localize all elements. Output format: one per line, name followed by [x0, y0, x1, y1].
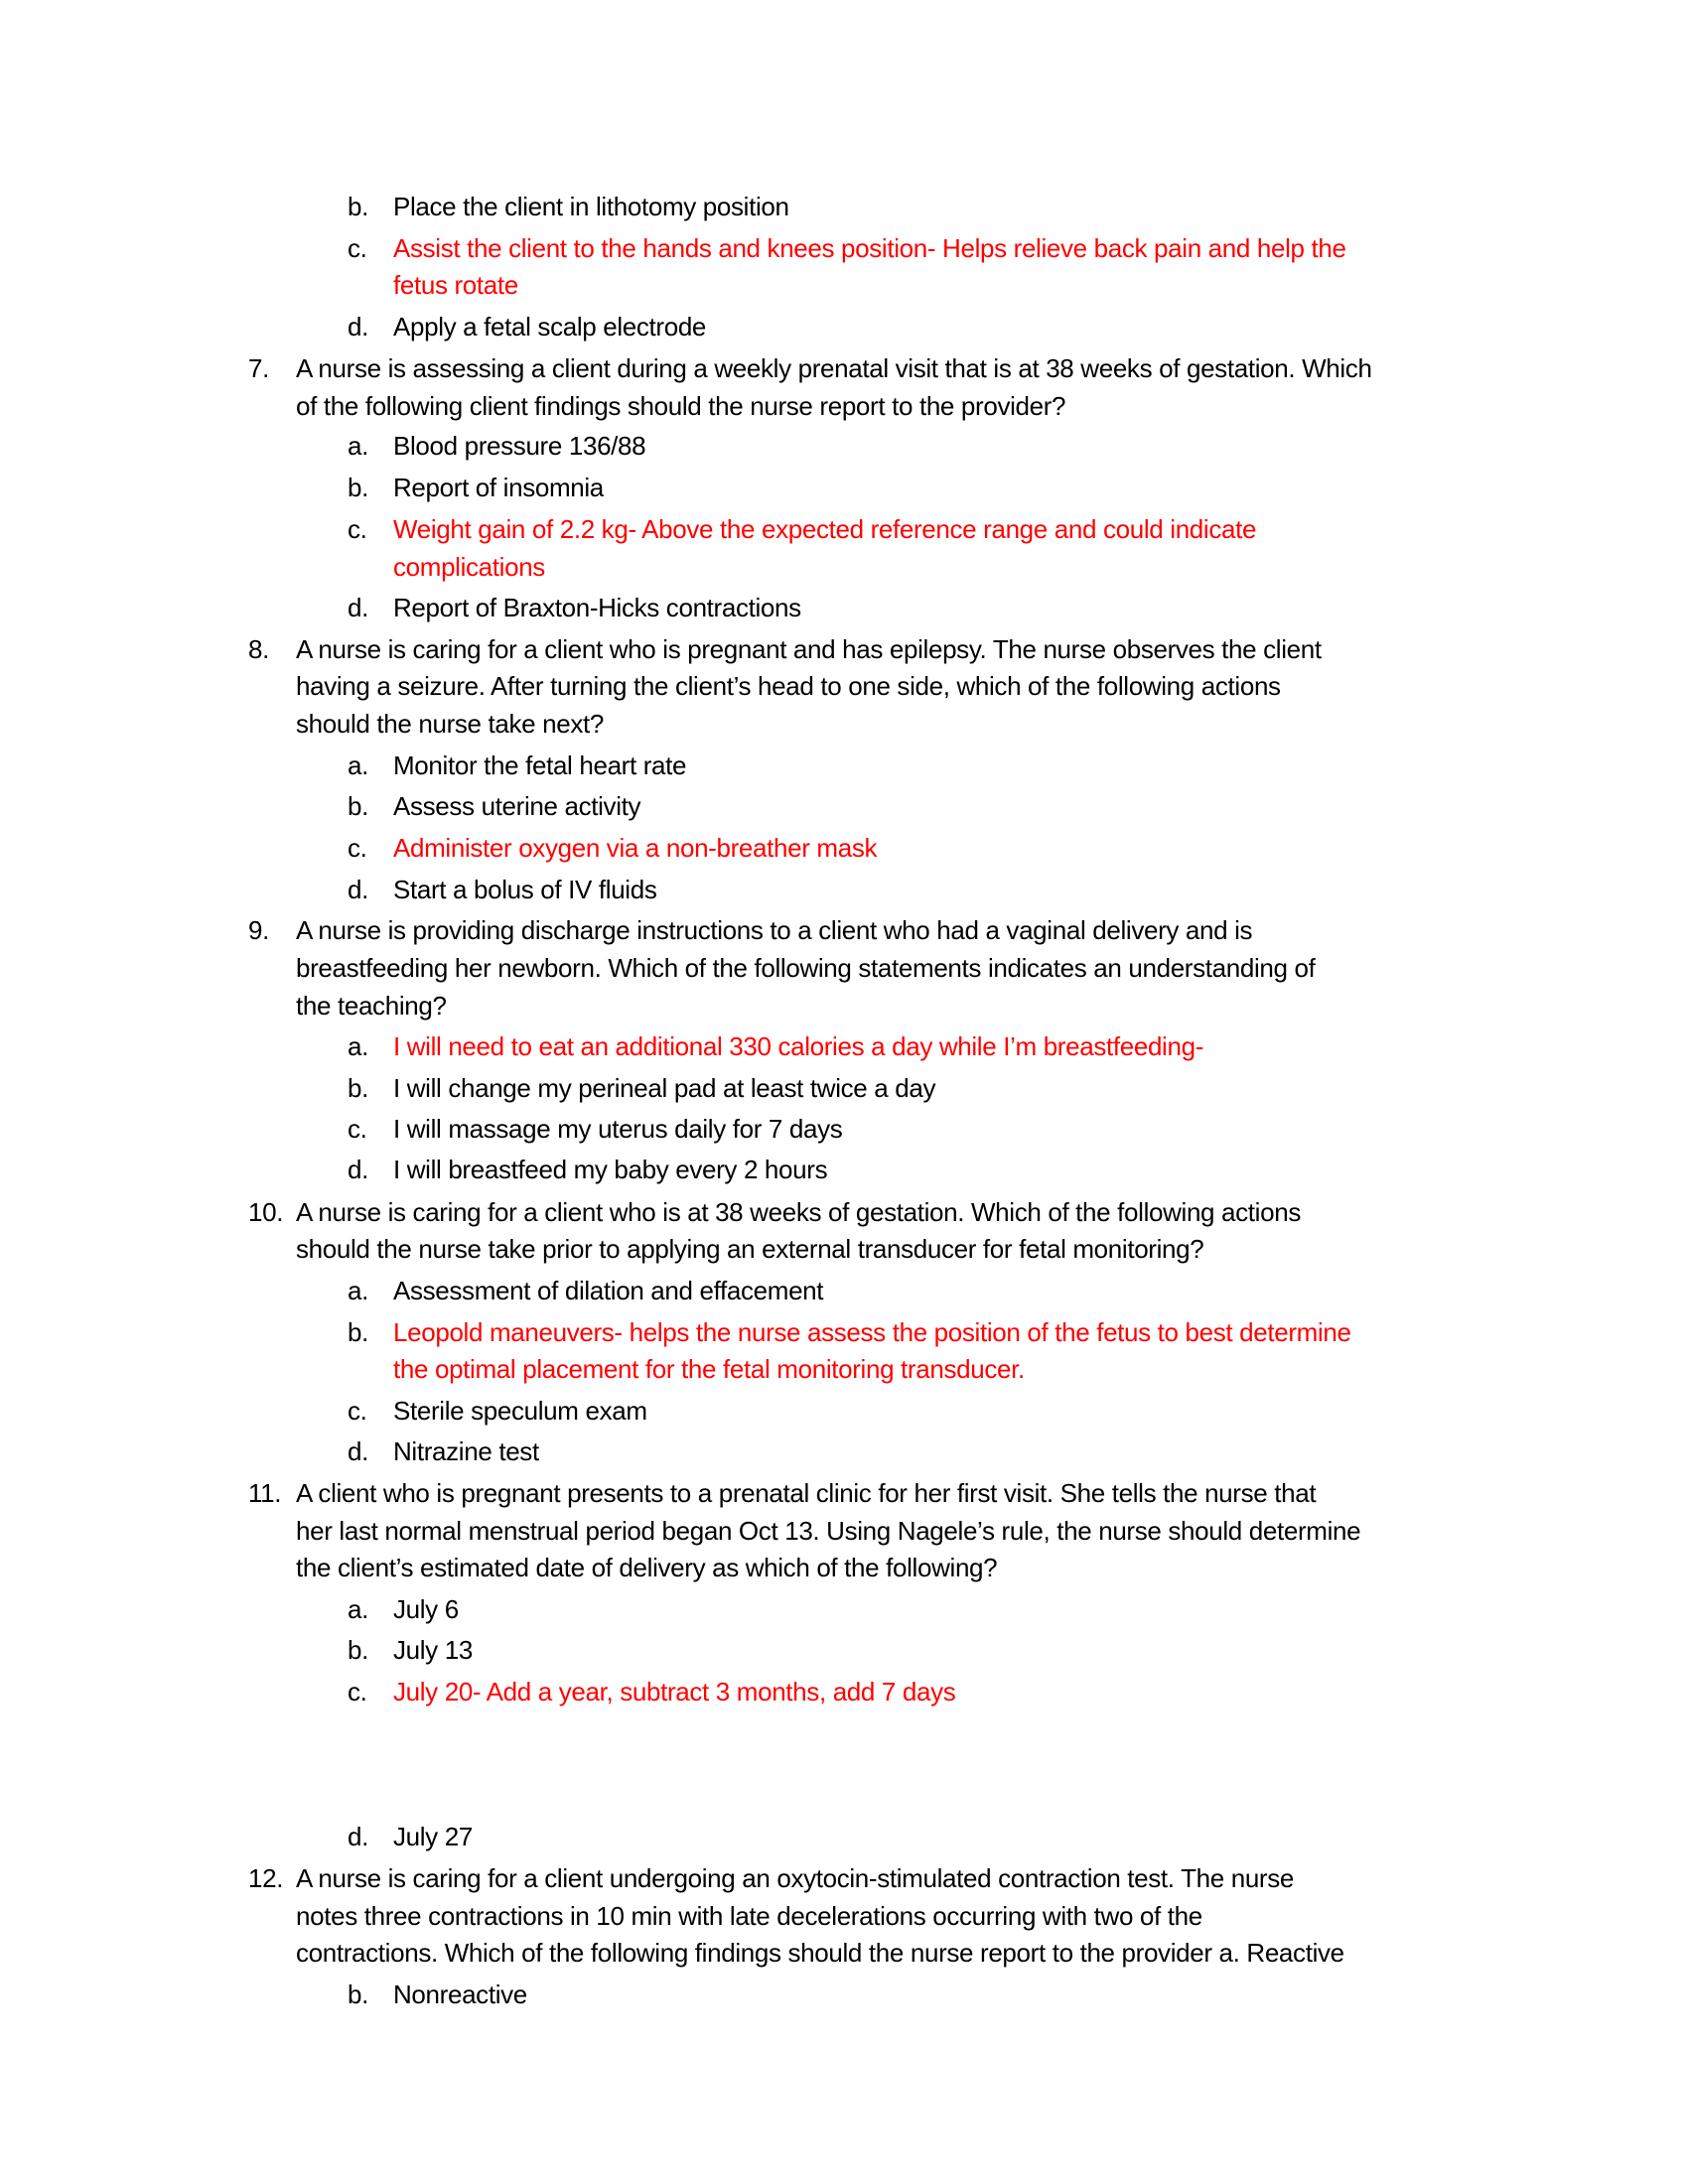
option-letter: c. [348, 1677, 367, 1706]
question-stem: A client who is pregnant presents to a prenatal clinic for her first visit. She tells the nurse that [296, 1478, 1317, 1508]
correct-answer-text: fetus rotate [393, 270, 518, 300]
option-letter: a. [348, 1031, 368, 1061]
option-letter: b. [348, 791, 368, 821]
option-letter: a. [348, 1594, 368, 1624]
option-text: Report of Braxton-Hicks contractions [393, 593, 801, 622]
question-stem: notes three contractions in 10 min with late decelerations occurring with two of the [296, 1901, 1202, 1931]
question-number: 10. [248, 1197, 284, 1227]
option-text: Assessment of dilation and effacement [393, 1276, 824, 1305]
option-text: Nonreactive [393, 1979, 527, 2009]
option-letter: d. [348, 1436, 368, 1466]
option-letter: b. [348, 1317, 368, 1347]
question-stem: of the following client findings should the nurse report to the provider? [296, 391, 1066, 421]
option-letter: a. [348, 1276, 368, 1305]
option-text: Report of insomnia [393, 473, 604, 502]
correct-answer-text: Assist the client to the hands and knees position- Helps relieve back pain and help the [393, 233, 1346, 263]
option-text: July 13 [393, 1635, 473, 1665]
correct-answer-text: I will need to eat an additional 330 calories a day while I’m breastfeeding- [393, 1031, 1204, 1061]
option-text: Blood pressure 136/88 [393, 431, 646, 461]
question-stem: her last normal menstrual period began Oct 13. Using Nagele’s rule, the nurse should determine [296, 1516, 1361, 1546]
question-stem: breastfeeding her newborn. Which of the following statements indicates an understanding of [296, 953, 1316, 983]
option-letter: d. [348, 593, 368, 622]
question-number: 7. [248, 353, 269, 383]
option-letter: c. [348, 514, 367, 544]
option-letter: b. [348, 473, 368, 502]
correct-answer-text: July 20- Add a year, subtract 3 months, add 7 days [393, 1677, 956, 1706]
option-text: July 6 [393, 1594, 459, 1624]
option-text: Sterile speculum exam [393, 1396, 647, 1426]
option-letter: d. [348, 312, 368, 341]
question-stem: the teaching? [296, 991, 447, 1021]
option-text: Apply a fetal scalp electrode [393, 312, 707, 341]
option-letter: b. [348, 192, 368, 221]
correct-answer-text: Leopold maneuvers- helps the nurse assess the position of the fetus to best determine [393, 1317, 1351, 1347]
option-letter: a. [348, 431, 368, 461]
question-stem: should the nurse take next? [296, 709, 604, 739]
correct-answer-text: complications [393, 552, 545, 582]
option-letter: d. [348, 1822, 368, 1851]
option-letter: c. [348, 833, 367, 863]
option-letter: c. [348, 1396, 367, 1426]
question-number: 11. [248, 1478, 282, 1508]
option-letter: a. [348, 751, 368, 780]
question-stem: the client’s estimated date of delivery as which of the following? [296, 1553, 998, 1582]
option-letter: d. [348, 1155, 368, 1184]
option-text: Monitor the fetal heart rate [393, 751, 687, 780]
question-stem: A nurse is caring for a client undergoing an oxytocin-stimulated contraction test. The nurse [296, 1863, 1294, 1893]
question-stem: A nurse is assessing a client during a weekly prenatal visit that is at 38 weeks of gestation. Which [296, 353, 1372, 383]
option-text: Start a bolus of IV fluids [393, 875, 657, 904]
correct-answer-text: Administer oxygen via a non-breather mask [393, 833, 878, 863]
question-stem: should the nurse take prior to applying an external transducer for fetal monitoring? [296, 1234, 1204, 1264]
question-number: 9. [248, 915, 269, 945]
correct-answer-text: Weight gain of 2.2 kg- Above the expected reference range and could indicate [393, 514, 1257, 544]
question-stem: A nurse is caring for a client who is at 38 weeks of gestation. Which of the following actions [296, 1197, 1301, 1227]
option-text: I will change my perineal pad at least twice a day [393, 1073, 936, 1103]
option-letter: b. [348, 1979, 368, 2009]
question-stem: contractions. Which of the following findings should the nurse report to the provider a. Reactive [296, 1938, 1344, 1968]
option-letter: c. [348, 233, 367, 263]
question-stem: A nurse is providing discharge instructions to a client who had a vaginal delivery and is [296, 915, 1253, 945]
correct-answer-text: the optimal placement for the fetal monitoring transducer. [393, 1354, 1025, 1384]
option-letter: b. [348, 1073, 368, 1103]
option-letter: d. [348, 875, 368, 904]
option-text: Assess uterine activity [393, 791, 641, 821]
option-letter: b. [348, 1635, 368, 1665]
question-stem: having a seizure. After turning the client’s head to one side, which of the following actions [296, 671, 1281, 701]
option-letter: c. [348, 1114, 367, 1144]
question-number: 12. [248, 1863, 284, 1893]
option-text: Place the client in lithotomy position [393, 192, 789, 221]
question-number: 8. [248, 634, 269, 664]
question-stem: A nurse is caring for a client who is pregnant and has epilepsy. The nurse observes the client [296, 634, 1322, 664]
option-text: I will breastfeed my baby every 2 hours [393, 1155, 828, 1184]
option-text: July 27 [393, 1822, 473, 1851]
option-text: I will massage my uterus daily for 7 days [393, 1114, 843, 1144]
option-text: Nitrazine test [393, 1436, 539, 1466]
